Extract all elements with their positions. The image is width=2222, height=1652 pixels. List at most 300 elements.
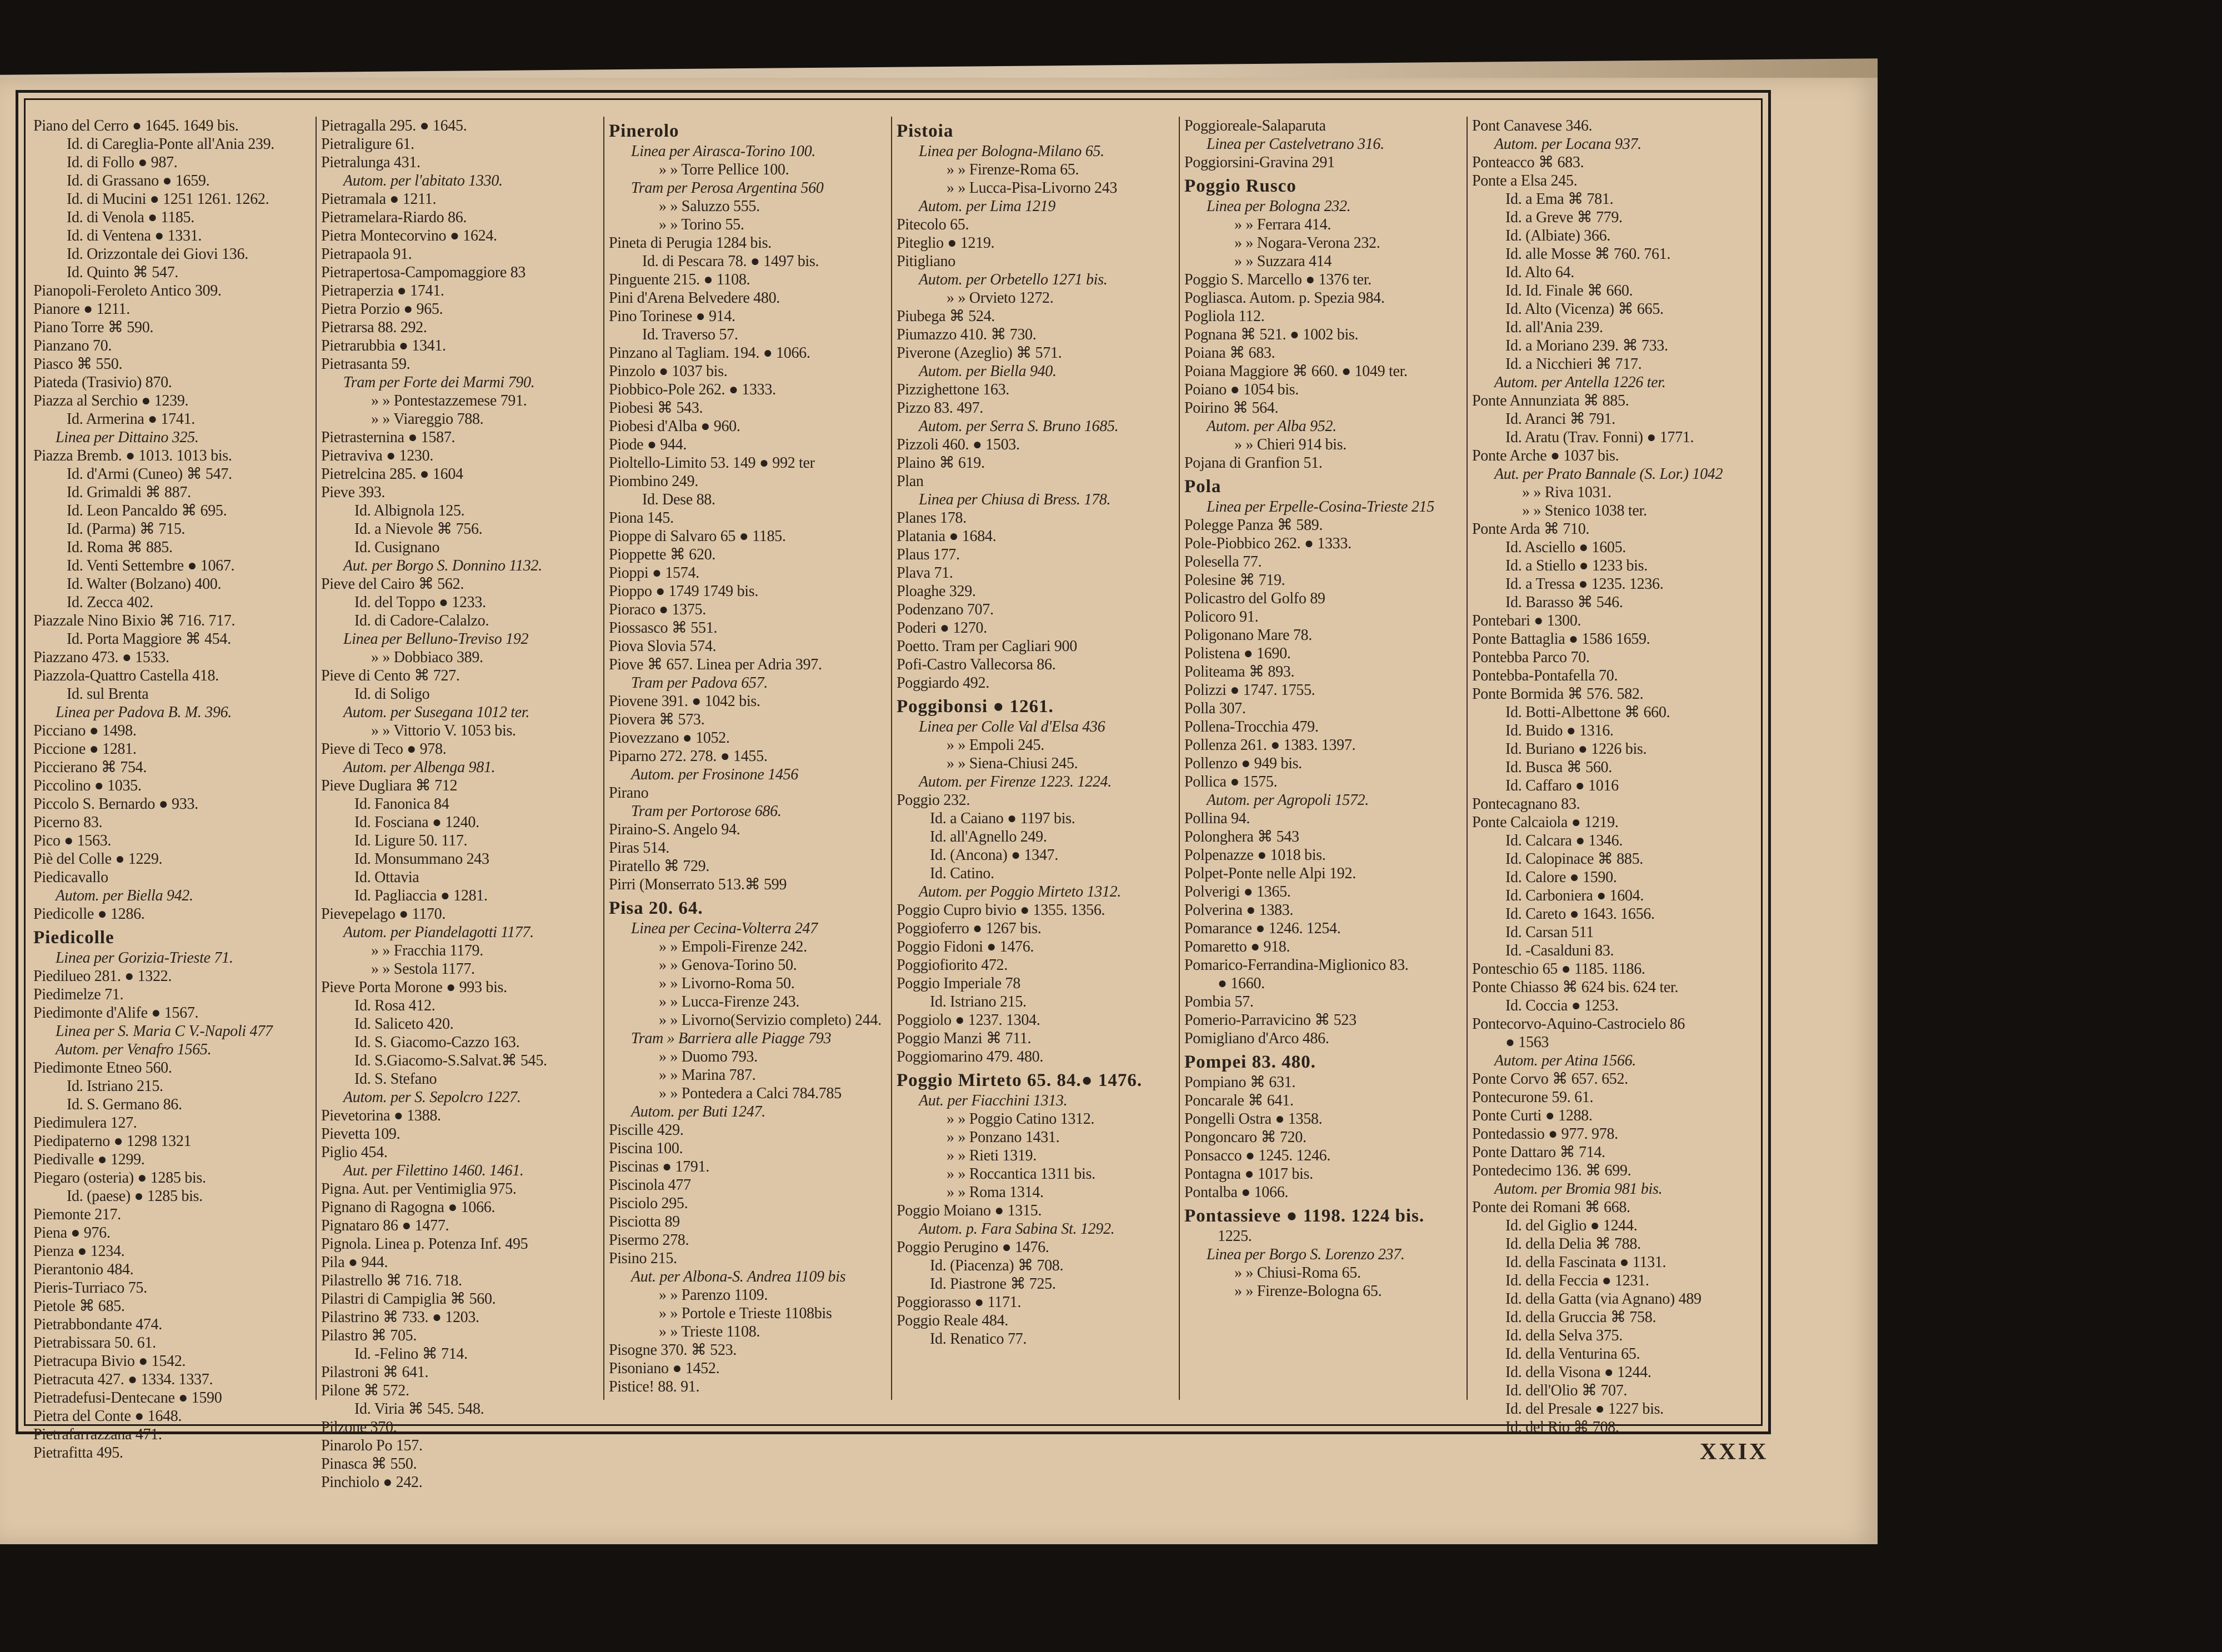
index-entry: Id. di Follo ● 987. [67,154,178,171]
index-entry: Autom. per S. Sepolcro 1227. [343,1089,521,1106]
index-entry: Pogliasca. Autom. p. Spezia 984. [1184,289,1385,307]
index-entry: Pilone ⌘ 572. [321,1382,409,1399]
index-entry: Pinzano al Tagliam. 194. ● 1066. [609,344,810,362]
index-entry: » » Orvieto 1272. [947,289,1054,307]
index-entry: Autom. per Alba 952. [1207,418,1337,435]
index-entry: Id. Dese 88. [642,491,715,508]
index-entry: Pompiano ⌘ 631. [1184,1074,1296,1091]
index-entry: Id. Piastrone ⌘ 725. [930,1275,1056,1293]
index-entry: Autom. per Biella 942. [56,887,193,904]
index-entry: Piove ⌘ 657. Linea per Adria 397. [609,656,822,673]
index-entry: Pierantonio 484. [33,1261,134,1278]
index-entry: Pontecorvo-Aquino-Castrocielo 86 [1472,1015,1685,1033]
index-entry: Planes 178. [897,509,967,527]
index-entry: Ploaghe 329. [897,583,976,600]
index-entry: Pirano [609,784,649,802]
index-entry: Tram per Perosa Argentina 560 [631,179,824,197]
index-entry: Id. Carboniera ● 1604. [1505,887,1644,904]
index-entry: Id. Armerina ● 1741. [67,411,195,428]
index-entry: Pongoncaro ⌘ 720. [1184,1129,1307,1146]
index-entry: Autom. per Agropoli 1572. [1207,792,1369,809]
index-entry: Pontecagnano 83. [1472,795,1580,813]
index-entry: Pieve di Cento ⌘ 727. [321,667,460,684]
index-entry: Piteglio ● 1219. [897,234,995,252]
index-entry: Poggiardo 492. [897,674,989,692]
index-entry: Ponte Annunziata ⌘ 885. [1472,392,1629,409]
index-entry: Piedimulera 127. [33,1114,137,1132]
index-entry: Pomigliano d'Arco 486. [1184,1030,1329,1047]
index-entry: Piccione ● 1281. [33,740,137,758]
index-entry: Piglio 454. [321,1144,388,1161]
index-entry: Id. d'Armi (Cuneo) ⌘ 547. [67,465,232,483]
index-entry: Pontedassio ● 977. 978. [1472,1125,1618,1143]
index-entry: Pojana di Granfion 51. [1184,454,1323,472]
index-entry: Piasco ⌘ 550. [33,356,123,373]
index-entry: Pontedecimo 136. ⌘ 699. [1472,1162,1632,1179]
index-entry: Pizzighettone 163. [897,381,1010,398]
index-entry: Pietra del Conte ● 1648. [33,1408,182,1425]
index-entry: Piovera ⌘ 573. [609,711,705,728]
index-entry: Id. Busca ⌘ 560. [1505,759,1612,776]
index-entry: Piverone (Azeglio) ⌘ 571. [897,344,1062,362]
index-entry: Pieve 393. [321,484,386,501]
index-entry: » » Empoli 245. [947,737,1044,754]
index-entry: Pisciolo 295. [609,1195,688,1212]
index-entry: Poggiorasso ● 1171. [897,1294,1022,1311]
index-entry: Pieve del Cairo ⌘ 562. [321,575,464,593]
index-entry: Pilzone 370. [321,1419,397,1436]
index-entry: Poggiorsini-Gravina 291 [1184,154,1335,171]
index-entry: » » Livorno(Servizio completo) 244. [659,1012,882,1029]
index-entry: Id. della Venturina 65. [1505,1345,1640,1363]
index-entry: Piazza Bremb. ● 1013. 1013 bis. [33,447,232,464]
index-entry: Autom. per Atina 1566. [1494,1052,1636,1069]
index-entry: Pioltello-Limito 53. 149 ● 992 ter [609,454,815,472]
index-entry: Autom. per Biella 940. [919,363,1057,380]
index-entry: Pignano di Ragogna ● 1066. [321,1199,496,1216]
index-entry: Piedimonte Etneo 560. [33,1059,172,1077]
index-entry: » » Firenze-Roma 65. [947,161,1079,178]
column-divider [1467,117,1468,1400]
index-entry: Id. all'Agnello 249. [930,828,1047,845]
index-entry: Id. Fanonica 84 [354,795,449,813]
index-entry: Platania ● 1684. [897,528,997,545]
index-entry: Id. a Ema ⌘ 781. [1505,191,1614,208]
index-entry: » » Empoli-Firenze 242. [659,938,807,955]
index-entry: » » Lucca-Pisa-Livorno 243 [947,179,1118,197]
index-heading: Pompei 83. 480. [1184,1052,1316,1072]
index-entry: » » Lucca-Firenze 243. [659,993,800,1010]
index-entry: Polizzi ● 1747. 1755. [1184,682,1315,699]
index-entry: Pianopoli-Feroleto Antico 309. [33,282,222,299]
index-entry: Id. -Felino ⌘ 714. [354,1345,468,1363]
index-entry: Ponte Corvo ⌘ 657. 652. [1472,1070,1628,1088]
index-entry: Piovene 391. ● 1042 bis. [609,693,760,710]
index-entry: Piossasco ⌘ 551. [609,619,718,637]
index-entry: » » Saluzzo 555. [659,198,760,215]
index-entry: Id. del Rio ⌘ 708. [1505,1419,1619,1436]
index-entry: Piedimelze 71. [33,986,124,1003]
index-entry: Piano Torre ⌘ 590. [33,319,154,336]
index-entry: Id. a Nievole ⌘ 756. [354,520,483,538]
index-entry: Id. Aranci ⌘ 791. [1505,411,1615,428]
index-entry: » » Rieti 1319. [947,1147,1037,1164]
index-entry: Linea per S. Maria C V.-Napoli 477 [56,1023,273,1040]
index-entry: Id. di Mucini ● 1251 1261. 1262. [67,191,269,208]
index-entry: Id. del Presale ● 1227 bis. [1505,1400,1664,1418]
index-entry: Autom. per Orbetello 1271 bis. [919,271,1108,288]
index-entry: Pieve di Teco ● 978. [321,740,447,758]
index-entry: Id. Istriano 215. [930,993,1027,1010]
index-entry: Pietrabissara 50. 61. [33,1334,156,1351]
index-entry: Pontebba-Pontafella 70. [1472,667,1618,684]
index-entry: Pieve Dugliara ⌘ 712 [321,777,458,794]
index-entry: Tram per Forte dei Marmi 790. [343,374,535,391]
index-entry: Pievetta 109. [321,1125,401,1143]
index-entry: Pofi-Castro Vallecorsa 86. [897,656,1056,673]
index-entry: Pont Canavese 346. [1472,117,1593,134]
index-entry: Aut. per Borgo S. Donnino 1132. [343,557,542,574]
index-entry: Pietraligure 61. [321,136,414,153]
index-entry: Id. Catino. [930,865,994,882]
index-entry: » » Viareggio 788. [371,411,484,428]
index-entry: Pietrabbondante 474. [33,1316,162,1333]
index-entry: Linea per Airasca-Torino 100. [631,143,816,160]
index-entry: Pieris-Turriaco 75. [33,1279,147,1296]
index-entry: » » Marina 787. [659,1067,756,1084]
index-entry: Pioppe di Salvaro 65 ● 1185. [609,528,786,545]
index-heading: Pola [1184,477,1222,497]
index-entry: Piscille 429. [609,1122,684,1139]
index-entry: Pienza ● 1234. [33,1243,125,1260]
index-entry: Linea per Dittaino 325. [56,429,199,446]
index-entry: Piccolo S. Bernardo ● 933. [33,795,198,813]
index-entry: Pistice! 88. 91. [609,1378,700,1395]
index-entry: Pognana ⌘ 521. ● 1002 bis. [1184,326,1359,343]
index-entry: Poggiolo ● 1237. 1304. [897,1012,1040,1029]
index-entry: Linea per Castelvetrano 316. [1207,136,1384,153]
index-entry: Aut. per Prato Bannale (S. Lor.) 1042 [1494,465,1723,483]
index-entry: Poggiomarino 479. 480. [897,1048,1044,1065]
index-entry: Pioppo ● 1749 1749 bis. [609,583,759,600]
index-entry: Pieve Porta Morone ● 993 bis. [321,979,507,996]
index-entry: Id. Asciello ● 1605. [1505,539,1627,556]
index-entry: » » Stenico 1038 ter. [1522,502,1647,519]
index-entry: Piedimonte d'Alife ● 1567. [33,1004,199,1022]
index-entry: Piccierano ⌘ 754. [33,759,147,776]
index-entry: Pietrasanta 59. [321,356,411,373]
index-entry: Poggioferro ● 1267 bis. [897,920,1042,937]
index-entry: Id. (paese) ● 1285 bis. [67,1188,203,1205]
index-entry: Linea per Colle Val d'Elsa 436 [919,718,1105,735]
index-heading: Poggio Mirteto 65. 84.● 1476. [897,1070,1143,1090]
index-entry: Pila ● 944. [321,1254,388,1271]
index-entry: Id. Aratu (Trav. Fonni) ● 1771. [1505,429,1694,446]
index-entry: » » Vittorio V. 1053 bis. [371,722,516,739]
index-heading: Poggio Rusco [1184,176,1297,196]
index-entry: Linea per Chiusa di Bress. 178. [919,491,1111,508]
index-entry: Id. Calcara ● 1346. [1505,832,1623,849]
index-entry: Id. Fosciana ● 1240. [354,814,479,831]
index-entry: Autom. per Bromia 981 bis. [1494,1180,1663,1198]
index-entry: Polpet-Ponte nelle Alpi 192. [1184,865,1356,882]
index-entry: Plaino ⌘ 619. [897,454,985,472]
index-entry: Id. Ligure 50. 117. [354,832,468,849]
index-entry: Pietramala ● 1211. [321,191,437,208]
index-entry: Pievetorina ● 1388. [321,1107,441,1124]
index-entry: Autom. per Buti 1247. [631,1103,765,1120]
index-entry: Autom. per Venafro 1565. [56,1041,212,1058]
index-entry: Piscinas ● 1791. [609,1158,709,1175]
index-entry: Id. (Ancona) ● 1347. [930,847,1058,864]
index-entry: Pollenzo ● 949 bis. [1184,755,1302,772]
index-entry: Piedicolle ● 1286. [33,905,145,923]
index-entry: Poderi ● 1270. [897,619,987,637]
index-entry: Id. Albignola 125. [354,502,465,519]
index-entry: Pietradefusi-Dentecane ● 1590 [33,1389,222,1406]
index-entry: Pioppi ● 1574. [609,564,699,582]
index-entry: Piraino-S. Angelo 94. [609,821,740,838]
index-entry: Id. della Gruccia ⌘ 758. [1505,1309,1657,1326]
index-entry: Podenzano 707. [897,601,994,618]
index-entry: Pietrasternina ● 1587. [321,429,456,446]
index-entry: Linea per Gorizia-Trieste 71. [56,949,233,967]
index-entry: Ponte Arda ⌘ 710. [1472,520,1590,538]
index-entry: Id. (Piacenza) ⌘ 708. [930,1257,1064,1274]
index-entry: Id. S. Germano 86. [67,1096,182,1113]
index-column-2 [321,117,602,1491]
index-entry: Id. Id. Finale ⌘ 660. [1505,282,1633,299]
index-entry: Id. del Toppo ● 1233. [354,594,486,611]
index-entry: » » Firenze-Bologna 65. [1234,1283,1382,1300]
index-entry: Pietra Porzio ● 965. [321,301,443,318]
index-entry: Autom. per Antella 1226 ter. [1494,374,1666,391]
index-entry: Piova Slovia 574. [609,638,717,655]
index-entry: Id. dell'Olio ⌘ 707. [1505,1382,1628,1399]
index-entry: Poggioreale-Salaparuta [1184,117,1326,134]
index-entry: Pilastroni ⌘ 641. [321,1364,429,1381]
index-entry: ● 1660. [1218,975,1265,992]
index-entry: Polesella 77. [1184,553,1262,570]
index-entry: Autom. per Susegana 1012 ter. [343,704,530,721]
index-entry: Id. della Feccia ● 1231. [1505,1272,1649,1289]
index-entry: Id. Porta Maggiore ⌘ 454. [67,630,231,648]
index-entry: Id. Traverso 57. [642,326,738,343]
index-heading: Pisa 20. 64. [609,898,703,918]
index-entry: Id. Alto (Vicenza) ⌘ 665. [1505,301,1664,318]
index-entry: Aut. per Filettino 1460. 1461. [343,1162,524,1179]
index-entry: Piateda (Trasivio) 870. [33,374,172,391]
index-entry: Pineta di Perugia 1284 bis. [609,234,772,252]
index-entry: Pianore ● 1211. [33,301,130,318]
index-entry: Id. Calore ● 1590. [1505,869,1617,886]
index-entry: Pollena-Trocchia 479. [1184,718,1319,735]
index-entry: Piombino 249. [609,473,699,490]
index-entry: Pietrafarrazzana 471. [33,1426,162,1443]
index-entry: Pogliola 112. [1184,308,1265,325]
index-entry: Id. della Fascinata ● 1131. [1505,1254,1666,1271]
index-entry: Poligonano Mare 78. [1184,627,1312,644]
index-entry: Ponte dei Romani ⌘ 668. [1472,1199,1630,1216]
index-entry: Pievepelago ● 1170. [321,905,446,923]
index-entry: Pietole ⌘ 685. [33,1298,125,1315]
index-entry: Pizzo 83. 497. [897,399,984,417]
index-entry: » » Torre Pellice 100. [659,161,789,178]
index-entry: Pinguente 215. ● 1108. [609,271,750,288]
index-entry: Piratello ⌘ 729. [609,858,710,875]
index-entry: Polpenazze ● 1018 bis. [1184,847,1326,864]
index-entry: Pontagna ● 1017 bis. [1184,1165,1313,1183]
index-entry: Pollica ● 1575. [1184,773,1278,790]
index-entry: Id. -Casalduni 83. [1505,942,1614,959]
index-heading: Piedicolle [33,928,114,948]
index-entry: Autom. per Albenga 981. [343,759,496,776]
index-entry: Autom. per Serra S. Bruno 1685. [919,418,1119,435]
index-entry: Piedivalle ● 1299. [33,1151,145,1168]
index-entry: Id. Botti-Albettone ⌘ 660. [1505,704,1670,721]
index-entry: » » Chieri 914 bis. [1234,436,1347,453]
index-entry: Policoro 91. [1184,608,1259,625]
index-entry: Id. Venti Settembre ● 1067. [67,557,235,574]
index-entry: Tram per Padova 657. [631,674,768,692]
index-entry: Piedipaterno ● 1298 1321 [33,1133,192,1150]
index-entry: Pietrarubbia ● 1341. [321,337,446,354]
index-entry: Id. Careto ● 1643. 1656. [1505,905,1655,923]
index-entry: Poggio 232. [897,792,970,809]
index-entry: Id. Zecca 402. [67,594,153,611]
index-entry: Piscinola 477 [609,1177,691,1194]
index-entry: Ponte Curti ● 1288. [1472,1107,1593,1124]
index-entry: Id. Monsummano 243 [354,850,489,868]
index-entry: Pisoniano ● 1452. [609,1360,720,1377]
index-entry: Pilastrino ⌘ 733. ● 1203. [321,1309,479,1326]
index-entry: Poetto. Tram per Cagliari 900 [897,638,1077,655]
index-entry: Pollina 94. [1184,810,1250,827]
index-entry: Aut. per Fiacchini 1313. [919,1092,1068,1109]
index-entry: Pirri (Monserrato 513.⌘ 599 [609,876,787,893]
index-entry: Id. Calopinace ⌘ 885. [1505,850,1643,868]
index-entry: Pietralunga 431. [321,154,421,171]
index-entry: » » Nogara-Verona 232. [1234,234,1380,252]
page-number: XXIX [1700,1439,1769,1465]
index-entry: Polla 307. [1184,700,1246,717]
index-entry: Poggio Imperiale 78 [897,975,1020,992]
index-entry: Pomerio-Parravicino ⌘ 523 [1184,1012,1357,1029]
index-entry: Pisermo 278. [609,1232,689,1249]
index-entry: Id. a Nicchieri ⌘ 717. [1505,356,1642,373]
index-entry: Id. Istriano 215. [67,1078,163,1095]
index-entry: Plan [897,473,924,490]
index-entry: Pilastrello ⌘ 716. 718. [321,1272,462,1289]
index-entry: Piparno 272. 278. ● 1455. [609,748,768,765]
index-entry: Piano del Cerro ● 1645. 1649 bis. [33,117,239,134]
index-entry: Linea per Belluno-Treviso 192 [343,630,529,648]
index-entry: Id. di Careglia-Ponte all'Ania 239. [67,136,275,153]
index-entry: Id. a Caiano ● 1197 bis. [930,810,1075,827]
index-entry: Id. all'Ania 239. [1505,319,1603,336]
index-entry: Ponte Dattaro ⌘ 714. [1472,1144,1605,1161]
index-entry: Linea per Bologna 232. [1207,198,1351,215]
index-entry: Poggio Manzi ⌘ 711. [897,1030,1032,1047]
index-entry: Autom. per Poggio Mirteto 1312. [919,883,1121,900]
index-entry: Id. Carsan 511 [1505,924,1594,941]
index-entry: Ponte a Elsa 245. [1472,172,1578,189]
index-entry: Pietrapaola 91. [321,246,412,263]
index-entry: Linea per Borgo S. Lorenzo 237. [1207,1246,1405,1263]
index-entry: Poggio S. Marcello ● 1376 ter. [1184,271,1372,288]
index-entry: Linea per Cecina-Volterra 247 [631,920,818,937]
index-entry: Pontebari ● 1300. [1472,612,1582,629]
index-entry: Id. di Grassano ● 1659. [67,172,210,189]
index-entry: Pisino 215. [609,1250,677,1267]
index-entry: Pombia 57. [1184,993,1254,1010]
index-entry: Pomaretto ● 918. [1184,938,1290,955]
index-entry: Pino Torinese ● 914. [609,308,735,325]
index-entry: Ponte Battaglia ● 1586 1659. [1472,630,1650,648]
index-entry: Pontecurone 59. 61. [1472,1089,1594,1106]
index-entry: » » Riva 1031. [1522,484,1612,501]
index-entry: Ponte Chiasso ⌘ 624 bis. 624 ter. [1472,979,1679,996]
index-entry: 1225. [1218,1228,1252,1245]
index-entry: Pomarico-Ferrandina-Miglionico 83. [1184,957,1409,974]
index-entry: Id. Coccia ● 1253. [1505,997,1619,1014]
index-entry: Id. Roma ⌘ 885. [67,539,173,556]
index-entry: Id. di Ventena ● 1331. [67,227,202,244]
index-entry: » » Roccantica 1311 bis. [947,1165,1095,1183]
index-entry: Id. di Soligo [354,685,430,703]
column-divider [316,117,317,1400]
index-entry: Plava 71. [897,564,953,582]
index-entry: Piona 145. [609,509,674,527]
index-entry: Id. S. Stefano [354,1070,437,1088]
index-entry: Poiano ● 1054 bis. [1184,381,1299,398]
index-entry: Piovezzano ● 1052. [609,729,730,747]
index-column-5 [1184,117,1465,1422]
index-entry: » » Genova-Torino 50. [659,957,797,974]
index-entry: Id. Renatico 77. [930,1330,1027,1348]
index-entry: » » Suzzara 414 [1234,253,1332,270]
index-entry: » » Ponzano 1431. [947,1129,1060,1146]
index-entry: Autom. per Lima 1219 [919,198,1056,215]
index-entry: Pignataro 86 ● 1477. [321,1217,449,1234]
index-entry: » » Pontestazzemese 791. [371,392,527,409]
index-entry: Pizzoli 460. ● 1503. [897,436,1020,453]
index-entry: Pinchiolo ● 242. [321,1474,423,1491]
index-entry: Polesine ⌘ 719. [1184,572,1285,589]
index-entry: Tram per Portorose 686. [631,803,782,820]
index-entry: Pietrarsa 88. 292. [321,319,427,336]
index-column-1 [33,117,314,1461]
index-entry: » » Siena-Chiusi 245. [947,755,1078,772]
index-heading: Poggibonsi ● 1261. [897,697,1054,717]
index-entry: Id. Buido ● 1316. [1505,722,1614,739]
index-entry: Piccolino ● 1035. [33,777,142,794]
index-entry: Pilastri di Campiglia ⌘ 560. [321,1290,496,1308]
index-entry: Id. del Giglio ● 1244. [1505,1217,1638,1234]
index-entry: Pietramelara-Riardo 86. [321,209,467,226]
index-entry: Id. Cusignano [354,539,440,556]
index-entry: Pitigliano [897,253,955,270]
index-entry: Id. della Selva 375. [1505,1327,1623,1344]
index-entry: Pianzano 70. [33,337,112,354]
index-entry: Id. (Parma) ⌘ 715. [67,520,186,538]
index-entry: Pinzolo ● 1037 bis. [609,363,728,380]
index-entry: Id. sul Brenta [67,685,149,703]
index-entry: Piazzale Nino Bixio ⌘ 716. 717. [33,612,236,629]
index-heading: Pontassieve ● 1198. 1224 bis. [1184,1206,1425,1226]
index-entry: Id. di Venola ● 1185. [67,209,194,226]
index-entry: Poggio Reale 484. [897,1312,1008,1329]
